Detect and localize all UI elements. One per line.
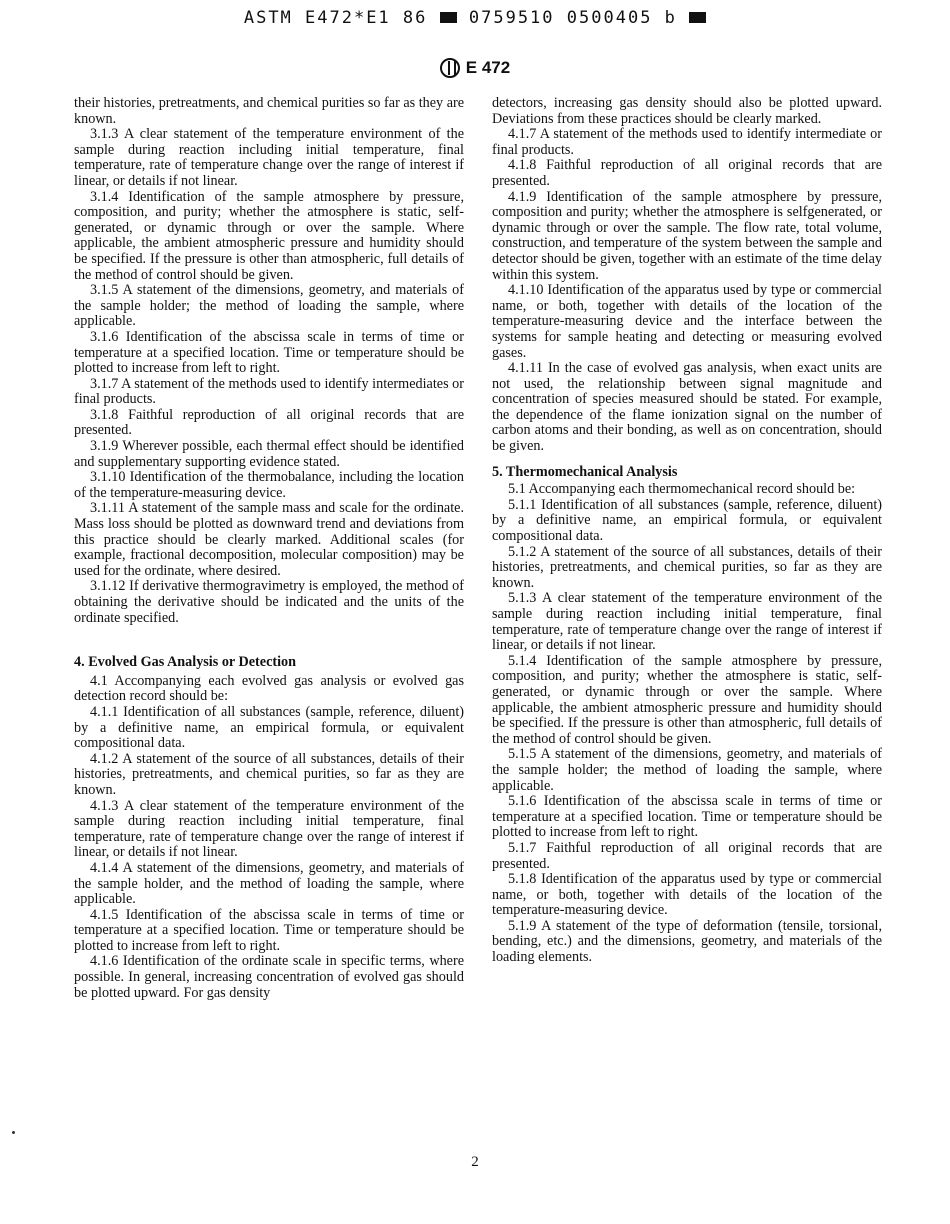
standard-number: E 472 (465, 58, 511, 77)
paragraph: 4.1.6 Identification of the ordinate scale in specific terms, where possible. In general, increasing concentration of evolved gas should be plotted upward. For gas density (74, 953, 464, 1001)
paragraph: 4.1.8 Faithful reproduction of all original records that are presented. (492, 157, 882, 189)
right-column (492, 96, 882, 966)
section-heading: 4. Evolved Gas Analysis or Detection (74, 654, 297, 671)
paragraph: 5.1.1 Identification of all substances (sample, reference, diluent) by a definitive name, an empirical formula, or equivalent compositional data. (492, 496, 882, 545)
document-id-prefix: ASTM E472*E1 86 (243, 8, 428, 28)
paragraph: 5.1 Accompanying each thermomechanical record should be: (508, 481, 856, 498)
standard-header (0, 58, 950, 78)
paragraph: 4.1.5 Identification of the abscissa scale in terms of time or temperature at a specified location. Time or temperature should be plotted to increase from left to right. (74, 906, 464, 954)
paragraph: 4.1.7 A statement of the methods used to identify intermediate or final products. (492, 126, 882, 158)
paragraph: 3.1.8 Faithful reproduction of all original records that are presented. (74, 406, 464, 439)
document-id-code1: 0759510 (468, 8, 555, 28)
paragraph: 4.1 Accompanying each evolved gas analysis or evolved gas detection record should be: (74, 672, 464, 705)
paragraph: 5.1.6 Identification of the abscissa scale in terms of time or temperature at a specified location. Time or temperature should be plotted to increase from left to right. (492, 793, 882, 841)
paragraph: 3.1.10 Identification of the thermobalance, including the location of the temperature-measuring device. (74, 469, 464, 501)
paragraph: 3.1.4 Identification of the sample atmosphere by pressure, composition, and purity; whether the atmosphere is static, self-generated, or dynamic through or over the sample. Where applicable, the ambient atmospheric pressure and humidity should be specified. If the pressure is other than atmospheric, full details of the method of control should be given. (74, 188, 464, 283)
paragraph: 5.1.5 A statement of the dimensions, geometry, and materials of the sample holder; the method of loading the sample, where applicable. (492, 746, 882, 794)
paragraph: 4.1.3 A clear statement of the temperature environment of the sample during reaction including initial temperature, final temperature, rate of temperature change over the range of interest if linear, or details if not linear. (74, 797, 464, 861)
paragraph: 3.1.12 If derivative thermogravimetry is employed, the method of obtaining the derivative should be indicated and the units of the ordinate specified. (74, 578, 464, 626)
black-block-mark (440, 12, 457, 23)
scan-speck (12, 1131, 15, 1134)
paragraph: 3.1.11 A statement of the sample mass and scale for the ordinate. Mass loss should be plotted as downward trend and deviations from this practice should be clearly marked. Additional scales (for example, fractional decomposition, molecular composition) may be used for the ordinate, where desired. (74, 500, 464, 579)
paragraph: 4.1.1 Identification of all substances (sample, reference, diluent) by a definitive name, an empirical formula, or equivalent compositional data. (74, 703, 464, 752)
paragraph: 3.1.9 Wherever possible, each thermal effect should be identified and supplementary supporting evidence stated. (74, 438, 464, 470)
page-number: 2 (471, 1154, 479, 1170)
paragraph: 4.1.10 Identification of the apparatus used by type or commercial name, or both, together with details of the location of the temperature-measuring device and the interface between the systems for sample heating and detecting or measuring evolved gases. (492, 282, 882, 361)
black-block-mark (689, 12, 706, 23)
document-id-code2: 0500405 b (566, 8, 677, 28)
paragraph: 3.1.3 A clear statement of the temperature environment of the sample during reaction including initial temperature, final temperature, rate of temperature change over the range of interest if linear, or details if not linear. (74, 126, 464, 189)
paragraph: 5.1.3 A clear statement of the temperature environment of the sample during reaction including initial temperature, final temperature, rate of temperature change over the range of interest if linear, or details if not linear. (492, 590, 882, 654)
section-heading: 5. Thermomechanical Analysis (492, 463, 678, 480)
paragraph: 3.1.7 A statement of the methods used to identify intermediates or final products. (74, 375, 464, 408)
paragraph: 4.1.9 Identification of the sample atmosphere by pressure, composition and purity; whether the atmosphere is selfgenerated, or dynamic through or over the sample. The flow rate, total volume, construction, and temperature of the system between the sample and detector should be given, together with an estimate of the time delay within this system. (492, 188, 882, 283)
paragraph: 5.1.4 Identification of the sample atmosphere by pressure, composition, and purity; whether the atmosphere is static, self-generated, or dynamic through or over the sample. Where applicable, the ambient atmospheric pressure and humidity should be specified. If the pressure is other than atmospheric, full details of the method of control should be given. (492, 652, 882, 747)
paragraph: 3.1.5 A statement of the dimensions, geometry, and materials of the sample holder; the method of loading the sample, where applicable. (74, 282, 464, 330)
paragraph: 5.1.2 A statement of the source of all substances, details of their histories, pretreatments, and chemical purities, so far as they are known. (492, 543, 882, 591)
paragraph: 4.1.4 A statement of the dimensions, geometry, and materials of the sample holder, and the method of loading the sample, where applicable. (74, 859, 464, 908)
paragraph: 5.1.8 Identification of the apparatus used by type or commercial name, or both, together with details of the location of the temperature-measuring device. (492, 871, 882, 919)
paragraph: 5.1.9 A statement of the type of deformation (tensile, torsional, bending, etc.) and the dimensions, geometry, and materials of the loading elements. (492, 917, 882, 966)
astm-logo-icon (440, 58, 460, 78)
left-column (74, 96, 464, 1001)
paragraph: their histories, pretreatments, and chemical purities so far as they are known. (74, 95, 465, 127)
paragraph: 3.1.6 Identification of the abscissa scale in terms of time or temperature at a specified location. Time or temperature should be plotted to increase from left to right. (74, 328, 464, 377)
paragraph: 4.1.11 In the case of evolved gas analysis, when exact units are not used, the relationship between signal magnitude and concentration of species measured should be stated. For example, the dependence of the flame ionization signal on the number of carbon atoms and their bonding, as well as on concentration, should be given. (492, 360, 882, 455)
document-id-line (0, 8, 950, 28)
paragraph: 4.1.2 A statement of the source of all substances, details of their histories, pretreatments, and chemical purities, so far as they are known. (74, 750, 464, 798)
paragraph: detectors, increasing gas density should also be plotted upward. Deviations from these practices should be clearly marked. (492, 95, 882, 127)
paragraph: 5.1.7 Faithful reproduction of all original records that are presented. (492, 839, 882, 872)
